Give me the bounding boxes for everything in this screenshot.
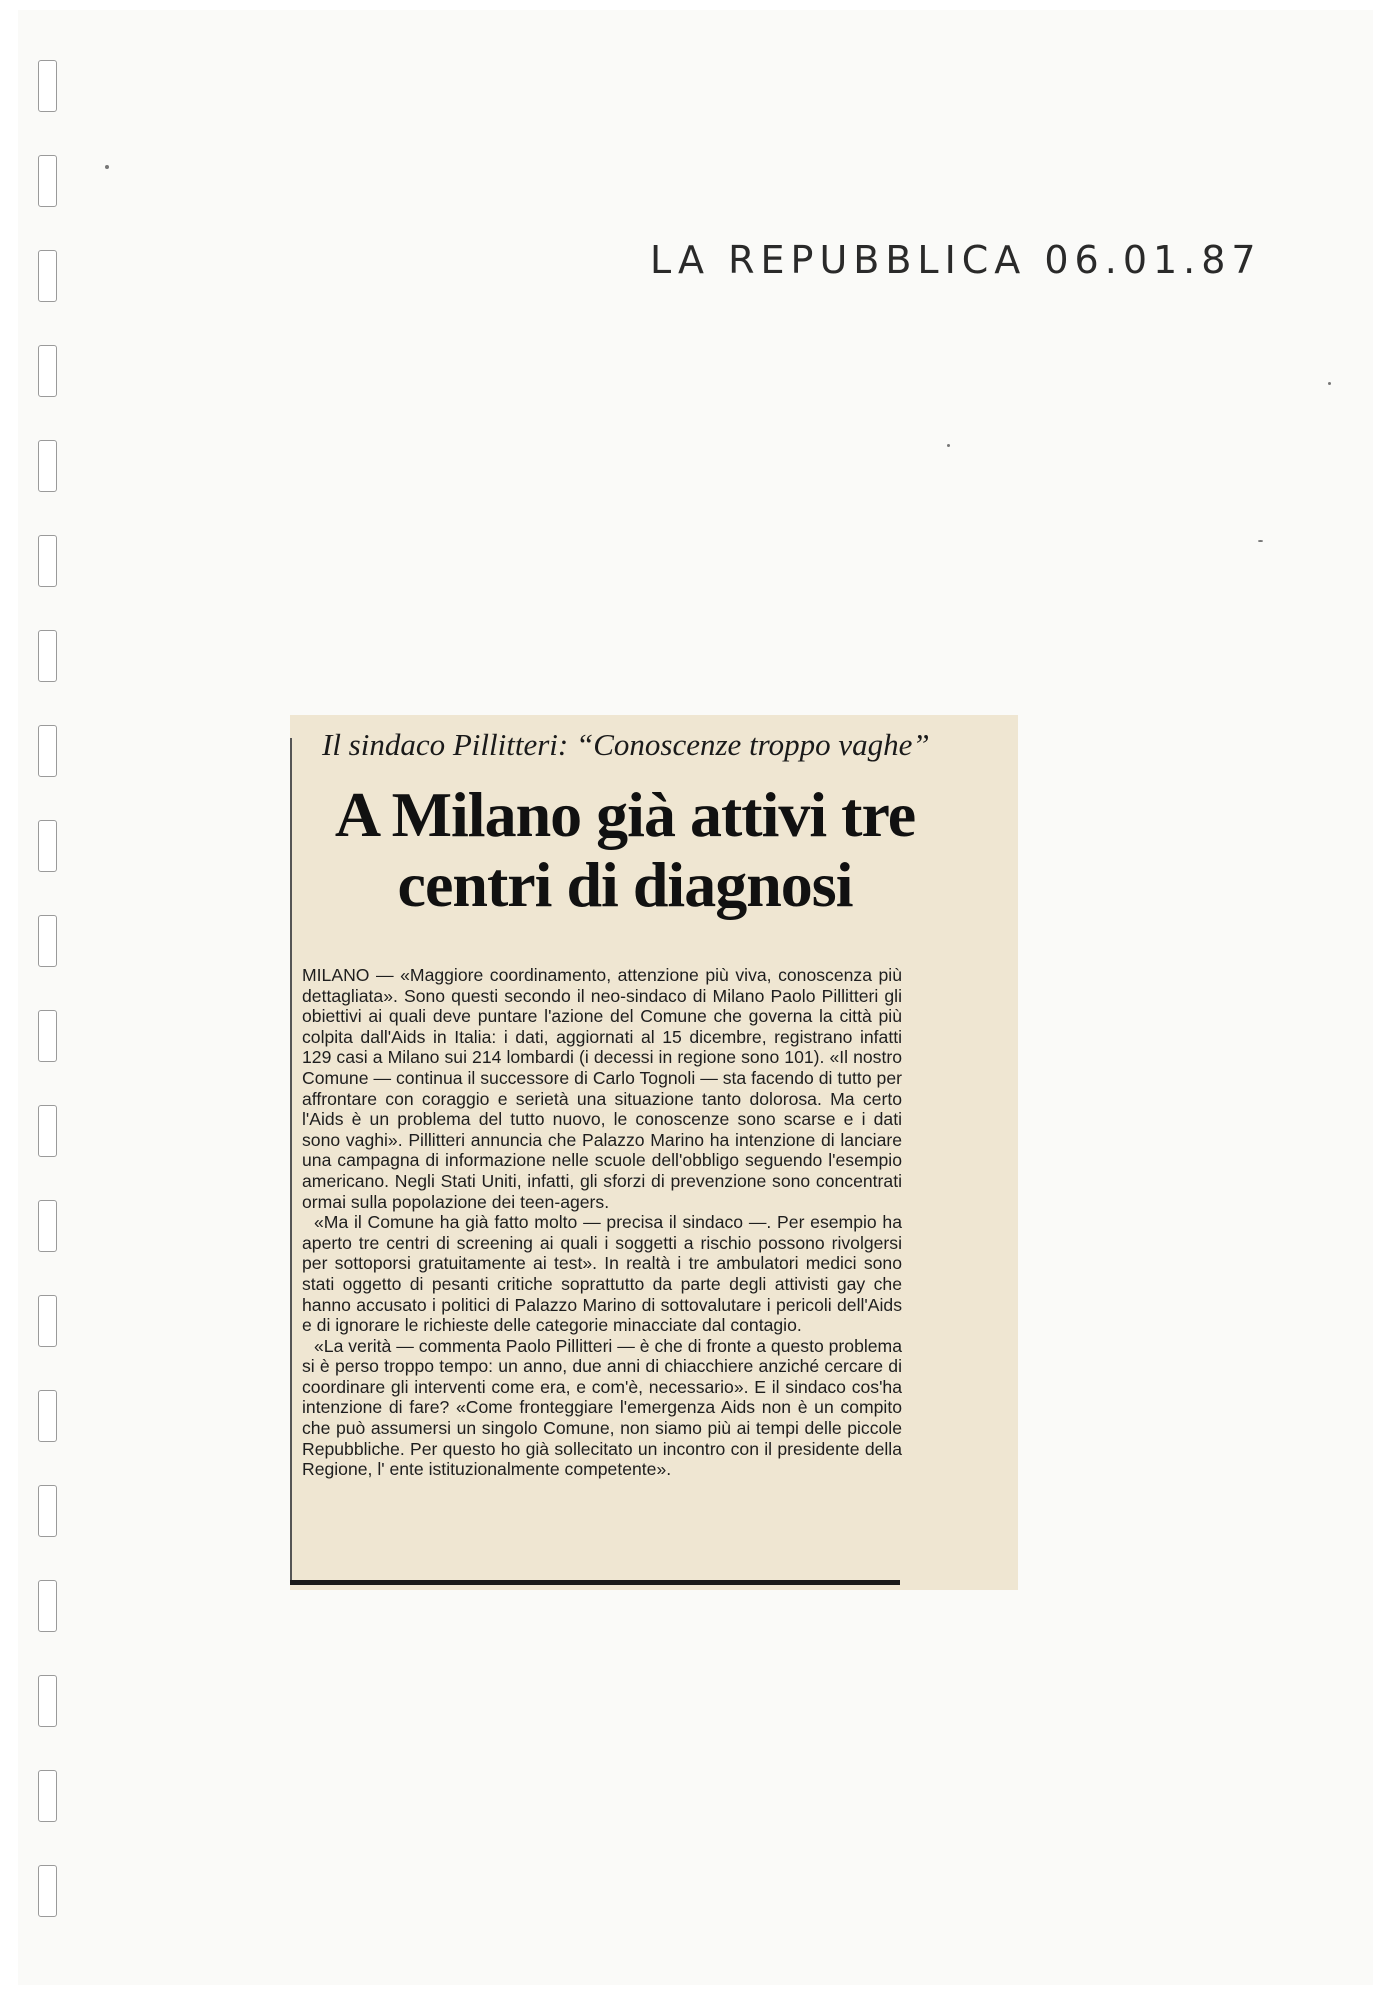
binder-hole	[38, 1105, 57, 1157]
binder-hole	[38, 725, 57, 777]
binder-hole	[38, 1770, 57, 1822]
binder-hole	[38, 1865, 57, 1917]
binder-hole	[38, 1295, 57, 1347]
binder-holes	[0, 0, 60, 2000]
article-paragraph: «La verità — commenta Paolo Pillitteri — è che di fronte a questo problema si è perso troppo tempo: un anno, due anni di chiacchiere anziché cercare di coordinare gli interventi come era, e com'è, necessario». E il sindaco cos'ha intenzione di fare? «Come fronteggiare l'emergenza Aids non è un compito che può assumersi un singolo Comune, non siamo più ai tempi delle piccole Repubbliche. Per questo ho già sollecitato un incontro con il presidente della Regione, l' ente istituzionalmente competente».	[302, 1335, 902, 1480]
scan-speck	[947, 444, 950, 447]
article-paragraph: «Ma il Comune ha già fatto molto — precisa il sindaco —. Per esempio ha aperto tre centri di screening ai quali i soggetti a rischio possono rivolgersi per sottoporsi gratuitamente ai test». In realtà i tre ambulatori medici sono stati oggetto di pesanti critiche soprattutto da parte degli attivisti gay che hanno accusato i politici di Palazzo Marino di sottovalutare i pericoli dell'Aids e di ignorare le richieste delle categorie minacciate dal contagio.	[302, 1212, 902, 1336]
binder-hole	[38, 440, 57, 492]
article-kicker: Il sindaco Pillitteri: “Conoscenze troppo vaghe”	[322, 727, 930, 762]
binder-hole	[38, 1580, 57, 1632]
article-body	[302, 965, 902, 1480]
binder-hole	[38, 1390, 57, 1442]
binder-hole	[38, 345, 57, 397]
binder-hole	[38, 155, 57, 207]
binder-hole	[38, 535, 57, 587]
article-paragraph: MILANO — «Maggiore coordinamento, attenzione più viva, conoscenza più dettagliata». Sono questi secondo il neo-sindaco di Milano Paolo Pillitteri gli obiettivi ai quali deve puntare l'azione del Comune che governa la città più colpita dall'Aids in Italia: i dati, aggiornati al 15 dicembre, registrano infatti 129 casi a Milano sui 214 lombardi (i decessi in regione sono 101). «Il nostro Comune — continua il successore di Carlo Tognoli — sta facendo di tutto per affrontare con coraggio e serietà una situazione tanto dolorosa. Ma certo l'Aids è un problema del tutto nuovo, le conoscenze sono scarse e i dati sono vaghi». Pillitteri annuncia che Palazzo Marino ha intenzione di lanciare una campagna di informazione nelle scuole dell'obbligo seguendo l'esempio americano. Negli Stati Uniti, infatti, gli sforzi di prevenzione sono concentrati ormai sulla popolazione dei teen-agers.	[302, 965, 902, 1212]
binder-hole	[38, 1010, 57, 1062]
binder-hole	[38, 630, 57, 682]
binder-hole	[38, 915, 57, 967]
scan-speck	[1258, 540, 1263, 542]
article-end-rule	[290, 1580, 900, 1585]
article-headline: A Milano già attivi tre centri di diagnosi	[334, 779, 916, 920]
scan-speck	[1328, 382, 1331, 385]
binder-hole	[38, 820, 57, 872]
binder-hole	[38, 60, 57, 112]
binder-hole	[38, 1485, 57, 1537]
binder-hole	[38, 1200, 57, 1252]
binder-hole	[38, 1675, 57, 1727]
clipping-edge	[290, 738, 292, 1583]
binder-hole	[38, 250, 57, 302]
handwritten-source-note: LA REPUBBLICA 06.01.87	[650, 238, 1262, 282]
scan-speck	[105, 165, 109, 169]
